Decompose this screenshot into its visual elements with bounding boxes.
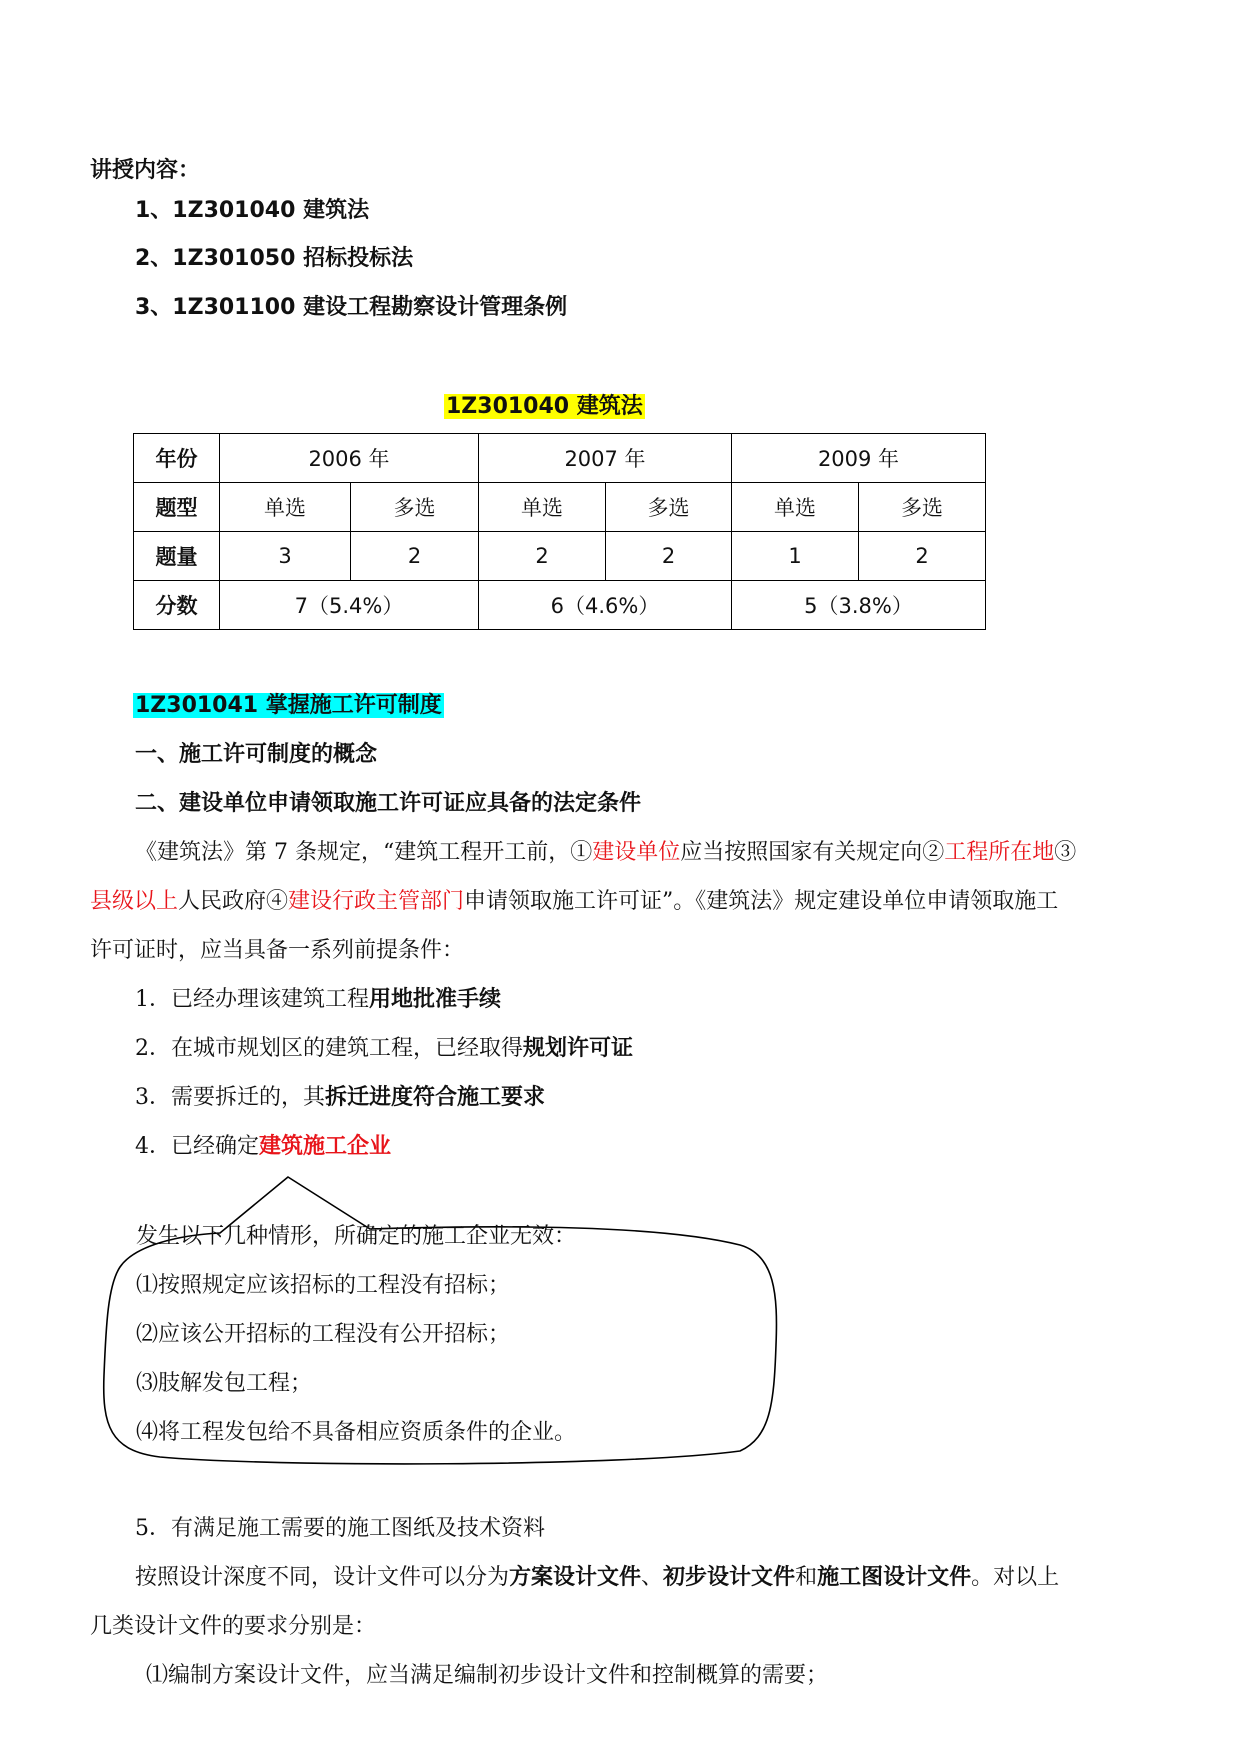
- condition-item: 1．已经办理该建筑工程用地批准手续: [135, 987, 502, 1012]
- table-cell: 2: [351, 532, 479, 581]
- intro-item: 3、1Z301100 建设工程勘察设计管理条例: [135, 295, 568, 320]
- callout-title: 发生以下几种情形，所确定的施工企业无效：: [136, 1224, 577, 1249]
- paragraph-line: 《建筑法》第 7 条规定，“建筑工程开工前，①建设单位应当按照国家有关规定向②工程所在地③: [135, 840, 1077, 865]
- intro-title: 讲授内容：: [90, 158, 201, 183]
- table-cell: 多选: [859, 483, 986, 532]
- table-row: [134, 581, 986, 630]
- callout-item: ⑷将工程发包给不具备相应资质条件的企业。: [136, 1420, 577, 1445]
- section-title: 1Z301040 建筑法: [446, 394, 643, 419]
- table-cell: 2: [606, 532, 732, 581]
- table-cell: 3: [220, 532, 351, 581]
- table-cell: 单选: [220, 483, 351, 532]
- table-cell: 2: [479, 532, 606, 581]
- table-cell: 多选: [351, 483, 479, 532]
- paragraph-line: 几类设计文件的要求分别是：: [90, 1614, 377, 1639]
- table-cell: 单选: [479, 483, 606, 532]
- condition-item: 3．需要拆迁的，其拆迁进度符合施工要求: [135, 1085, 546, 1110]
- subsection-title: 1Z301041 掌握施工许可制度: [135, 693, 442, 718]
- highlight-text: 县级以上: [90, 889, 179, 914]
- table-cell: 多选: [606, 483, 732, 532]
- table-cell: 单选: [732, 483, 859, 532]
- table-row: [134, 483, 986, 532]
- table-cell: 2: [859, 532, 986, 581]
- highlight-text: 建设行政主管部门: [288, 889, 465, 914]
- heading-concept: 一、施工许可制度的概念: [135, 742, 378, 767]
- table-cell: 6（4.6%）: [479, 581, 732, 630]
- heading-conditions: 二、建设单位申请领取施工许可证应具备的法定条件: [135, 791, 642, 816]
- table-cell: 题型: [134, 483, 220, 532]
- list-item: ⑴编制方案设计文件，应当满足编制初步设计文件和控制概算的需要；: [146, 1663, 829, 1688]
- table-cell: 1: [732, 532, 859, 581]
- table-row: [134, 434, 986, 483]
- table-cell: 年份: [134, 434, 220, 483]
- highlight-text: 工程所在地: [944, 840, 1055, 865]
- paragraph-line: 县级以上人民政府④建设行政主管部门申请领取施工许可证”。《建筑法》规定建设单位申请领取施工: [90, 889, 1059, 914]
- table-cell: 7（5.4%）: [220, 581, 479, 630]
- table-cell: 2009 年: [732, 434, 986, 483]
- table-row: [134, 532, 986, 581]
- highlight-text: 建设单位: [592, 840, 681, 865]
- table-cell: 分数: [134, 581, 220, 630]
- condition-item: 4．已经确定建筑施工企业: [135, 1134, 392, 1159]
- callout-item: ⑴按照规定应该招标的工程没有招标；: [136, 1273, 511, 1298]
- score-table: [133, 433, 986, 630]
- table-cell: 2007 年: [479, 434, 732, 483]
- callout-item: ⑶肢解发包工程；: [136, 1371, 313, 1396]
- condition-item: 2．在城市规划区的建筑工程，已经取得规划许可证: [135, 1036, 634, 1061]
- intro-item: 1、1Z301040 建筑法: [135, 198, 370, 223]
- intro-item: 2、1Z301050 招标投标法: [135, 246, 414, 271]
- callout-item: ⑵应该公开招标的工程没有公开招标；: [136, 1322, 511, 1347]
- paragraph-line: 按照设计深度不同，设计文件可以分为方案设计文件、初步设计文件和施工图设计文件。对以上: [135, 1565, 1060, 1590]
- table-cell: 2006 年: [220, 434, 479, 483]
- table-cell: 5（3.8%）: [732, 581, 986, 630]
- condition-item: 5．有满足施工需要的施工图纸及技术资料: [135, 1516, 545, 1541]
- table-cell: 题量: [134, 532, 220, 581]
- paragraph-line: 许可证时，应当具备一系列前提条件：: [90, 938, 465, 963]
